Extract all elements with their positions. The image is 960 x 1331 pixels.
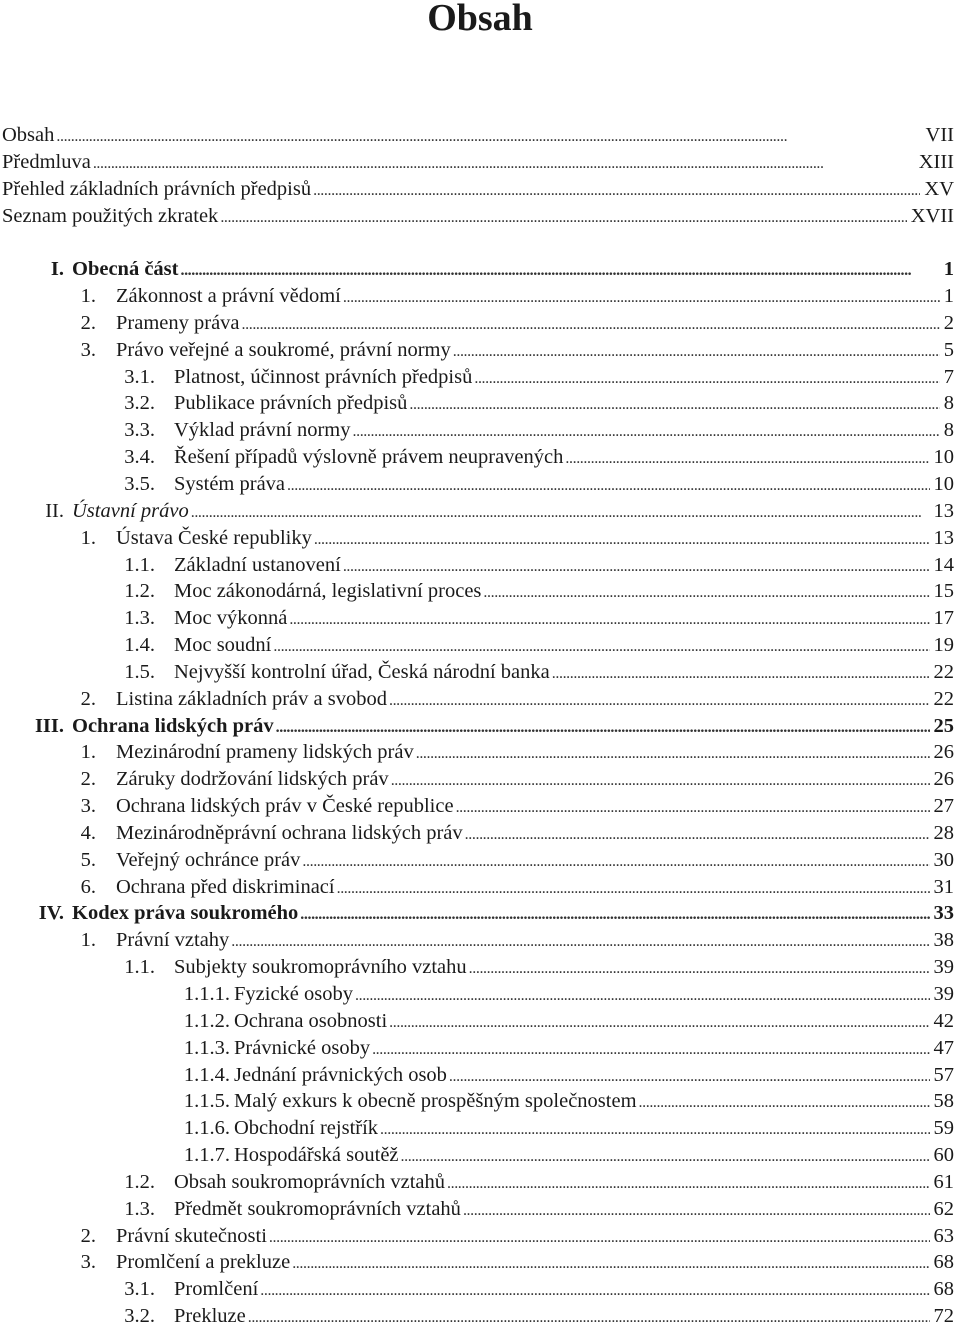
toc-entry-page: 7 bbox=[940, 364, 954, 391]
dot-leader bbox=[287, 473, 929, 499]
toc-entry[interactable] bbox=[0, 1249, 960, 1276]
toc-entry-page: 13 bbox=[930, 498, 955, 525]
toc-entry[interactable] bbox=[0, 1276, 960, 1303]
toc-entry[interactable] bbox=[0, 310, 960, 337]
toc-entry[interactable] bbox=[0, 471, 960, 498]
toc-entry-title: Zákonnost a právní vědomí bbox=[116, 283, 343, 310]
dot-leader bbox=[191, 500, 930, 526]
dot-leader bbox=[343, 554, 930, 580]
toc-entry-page: 38 bbox=[930, 927, 955, 954]
dot-leader bbox=[409, 392, 939, 418]
toc-entry-title: Listina základních práv a svobod bbox=[116, 686, 389, 713]
toc-entry[interactable] bbox=[0, 1088, 960, 1115]
toc-entry-page: 57 bbox=[930, 1062, 955, 1089]
toc-entry-title: Řešení případů výslovně právem neupravených bbox=[174, 444, 565, 471]
toc-entry-number: 4. bbox=[80, 821, 96, 844]
toc-entry-number: 1.3. bbox=[124, 607, 155, 630]
toc-entry-number: 1. bbox=[80, 285, 96, 308]
toc-entry-page: 1 bbox=[940, 256, 954, 283]
toc-entry-page: 68 bbox=[930, 1276, 955, 1303]
dot-leader bbox=[453, 339, 940, 365]
toc-entry-number: I. bbox=[50, 258, 64, 281]
dot-leader bbox=[447, 1171, 930, 1197]
toc-entry-title: Ochrana před diskriminací bbox=[116, 874, 337, 901]
toc-entry[interactable] bbox=[0, 605, 960, 632]
toc-entry-title: Seznam použitých zkratek bbox=[2, 203, 220, 230]
dot-leader bbox=[93, 151, 915, 177]
toc-entry-title: Moc výkonná bbox=[174, 605, 289, 632]
toc-entry-title: Hospodářská soutěž bbox=[234, 1142, 401, 1169]
toc-entry[interactable] bbox=[0, 498, 960, 525]
dot-leader bbox=[380, 1117, 929, 1143]
toc-entry[interactable] bbox=[0, 1303, 960, 1330]
toc-entry[interactable] bbox=[0, 766, 960, 793]
toc-entry-number: 3.1. bbox=[124, 1278, 155, 1301]
toc-entry-number: 1.1.5. bbox=[183, 1090, 230, 1113]
toc-entry-page: 61 bbox=[930, 1169, 955, 1196]
toc-entry-title: Obsah soukromoprávních vztahů bbox=[174, 1169, 447, 1196]
toc-entry-page: 28 bbox=[930, 820, 955, 847]
toc-entry-number: 1.1.2. bbox=[183, 1009, 230, 1032]
toc-entry[interactable] bbox=[0, 847, 960, 874]
toc-entry-title: Promlčení bbox=[174, 1276, 260, 1303]
toc-entry-title: Mezinárodněprávní ochrana lidských práv bbox=[116, 820, 465, 847]
dot-leader bbox=[389, 688, 930, 714]
dot-leader bbox=[302, 849, 929, 875]
toc-entry-title: Obchodní rejstřík bbox=[234, 1115, 380, 1142]
toc-entry[interactable] bbox=[0, 364, 960, 391]
toc-entry[interactable] bbox=[0, 900, 960, 927]
toc-entry[interactable] bbox=[0, 1196, 960, 1223]
toc-entry[interactable] bbox=[0, 793, 960, 820]
toc-entry-page: 42 bbox=[930, 1008, 955, 1035]
toc-entry-number: 3. bbox=[80, 795, 96, 818]
toc-entry-page: XVII bbox=[907, 203, 954, 230]
dot-leader bbox=[300, 902, 929, 928]
toc-entry-number: 1.1.4. bbox=[183, 1063, 230, 1086]
toc-entry-page: 14 bbox=[930, 552, 955, 579]
toc-entry-number: 1.1.7. bbox=[183, 1144, 230, 1167]
dot-leader bbox=[56, 124, 921, 150]
dot-leader bbox=[456, 795, 930, 821]
toc-entry-page: 13 bbox=[930, 525, 955, 552]
toc-entry-page: 58 bbox=[930, 1088, 955, 1115]
dot-leader bbox=[242, 312, 940, 338]
toc-entry-number: 3.3. bbox=[124, 419, 155, 442]
toc-entry-number: 1.1. bbox=[124, 553, 155, 576]
toc-entry-title: Moc zákonodárná, legislativní proces bbox=[174, 578, 483, 605]
toc-entry-title: Prekluze bbox=[174, 1303, 248, 1330]
toc-entry[interactable] bbox=[0, 525, 960, 552]
toc-entry-number: II. bbox=[45, 499, 64, 522]
toc-entry-page: 1 bbox=[940, 283, 954, 310]
toc-entry[interactable] bbox=[0, 659, 960, 686]
toc-entry-title: Moc soudní bbox=[174, 632, 273, 659]
toc-entry-title: Výklad právní normy bbox=[174, 417, 353, 444]
toc-entry-title: Přehled základních právních předpisů bbox=[2, 176, 313, 203]
toc-entry[interactable] bbox=[0, 713, 960, 740]
toc-entry[interactable] bbox=[0, 390, 960, 417]
dot-leader bbox=[401, 1144, 930, 1170]
toc-entry-number: 2. bbox=[80, 311, 96, 334]
dot-leader bbox=[180, 258, 939, 284]
section-gap bbox=[0, 229, 960, 256]
toc-entry-page: 68 bbox=[930, 1249, 955, 1276]
toc-entry-page: 47 bbox=[930, 1035, 955, 1062]
toc-entry-title: Publikace právních předpisů bbox=[174, 390, 409, 417]
toc-entry-title: Jednání právnických osob bbox=[234, 1062, 449, 1089]
toc-entry-page: 30 bbox=[930, 847, 955, 874]
toc-entry-number: 2. bbox=[80, 768, 96, 791]
dot-leader bbox=[313, 178, 920, 204]
toc-entry-title: Předmět soukromoprávních vztahů bbox=[174, 1196, 463, 1223]
dot-leader bbox=[292, 1251, 929, 1277]
toc-entry-title: Subjekty soukromoprávního vztahu bbox=[174, 954, 469, 981]
table-of-contents bbox=[0, 122, 960, 1330]
toc-entry-number: 1.1.1. bbox=[183, 983, 230, 1005]
toc-entry-page: XV bbox=[920, 176, 954, 203]
toc-entry-number: 3. bbox=[80, 1251, 96, 1274]
toc-entry-number: 1.1.3. bbox=[183, 1036, 230, 1059]
toc-entry-page: 72 bbox=[930, 1303, 955, 1330]
dot-leader bbox=[465, 822, 930, 848]
toc-entry[interactable] bbox=[0, 149, 960, 176]
dot-leader bbox=[276, 715, 930, 741]
toc-entry-page: 33 bbox=[930, 900, 955, 927]
toc-entry-title: Veřejný ochránce práv bbox=[116, 847, 302, 874]
dot-leader bbox=[639, 1090, 930, 1116]
toc-entry-number: 3.1. bbox=[124, 365, 155, 388]
toc-entry-title: Ochrana lidských práv v České republice bbox=[116, 793, 456, 820]
dot-leader bbox=[483, 580, 929, 606]
toc-entry-title: Ochrana osobnosti bbox=[234, 1008, 389, 1035]
toc-entry-title: Prameny práva bbox=[116, 310, 242, 337]
toc-entry[interactable] bbox=[0, 444, 960, 471]
dot-leader bbox=[343, 285, 940, 311]
toc-entry-page: 15 bbox=[930, 578, 955, 605]
toc-entry[interactable] bbox=[0, 283, 960, 310]
toc-entry-title: Záruky dodržování lidských práv bbox=[116, 766, 391, 793]
toc-entry-title: Kodex práva soukromého bbox=[72, 900, 300, 927]
dot-leader bbox=[337, 876, 930, 902]
dot-leader bbox=[463, 1198, 930, 1224]
toc-entry-title: Systém práva bbox=[174, 471, 287, 498]
toc-entry-page: 60 bbox=[930, 1142, 955, 1169]
toc-entry[interactable] bbox=[0, 981, 960, 1008]
toc-entry-page: 8 bbox=[940, 390, 954, 417]
toc-entry-page: 17 bbox=[930, 605, 955, 632]
toc-entry-title: Ústava České republiky bbox=[116, 525, 314, 552]
dot-leader bbox=[260, 1278, 929, 1304]
dot-leader bbox=[565, 446, 929, 472]
toc-entry-page: XIII bbox=[915, 149, 954, 176]
page-title: Obsah bbox=[427, 0, 533, 39]
toc-entry-number: 3. bbox=[80, 338, 96, 361]
toc-entry[interactable] bbox=[0, 176, 960, 203]
toc-entry-number: 5. bbox=[80, 848, 96, 871]
toc-entry[interactable] bbox=[0, 1169, 960, 1196]
toc-entry-page: 31 bbox=[930, 874, 955, 901]
dot-leader bbox=[231, 929, 929, 955]
toc-entry-title: Mezinárodní prameny lidských práv bbox=[116, 739, 416, 766]
toc-entry-title: Právo veřejné a soukromé, právní normy bbox=[116, 337, 453, 364]
dot-leader bbox=[372, 1037, 929, 1063]
toc-entry-number: 3.5. bbox=[124, 472, 155, 495]
toc-entry-title: Fyzické osoby bbox=[234, 981, 355, 1008]
toc-entry-number: 1. bbox=[80, 929, 96, 952]
toc-entry[interactable] bbox=[0, 1223, 960, 1250]
toc-entry[interactable] bbox=[0, 1115, 960, 1142]
toc-entry-number: 3.2. bbox=[124, 392, 155, 415]
toc-entry[interactable] bbox=[0, 203, 960, 230]
toc-entry-number: 6. bbox=[80, 875, 96, 898]
toc-entry[interactable] bbox=[0, 874, 960, 901]
dot-leader bbox=[355, 983, 930, 1009]
toc-entry-title: Ochrana lidských práv bbox=[72, 713, 276, 740]
toc-entry-number: 1.2. bbox=[124, 580, 155, 603]
toc-entry-page: 10 bbox=[930, 444, 955, 471]
toc-entry[interactable] bbox=[0, 632, 960, 659]
toc-entry-number: 1. bbox=[80, 741, 96, 764]
toc-entry-title: Právní vztahy bbox=[116, 927, 231, 954]
toc-entry[interactable] bbox=[0, 1062, 960, 1089]
dot-leader bbox=[314, 527, 930, 553]
dot-leader bbox=[269, 1225, 930, 1251]
toc-entry-page: VII bbox=[922, 122, 954, 149]
toc-entry[interactable] bbox=[0, 739, 960, 766]
toc-entry[interactable] bbox=[0, 1035, 960, 1062]
toc-entry-title: Promlčení a prekluze bbox=[116, 1249, 292, 1276]
toc-entry[interactable] bbox=[0, 417, 960, 444]
dot-leader bbox=[552, 661, 930, 687]
toc-entry-page: 19 bbox=[930, 632, 955, 659]
toc-entry-page: 2 bbox=[940, 310, 954, 337]
toc-entry-number: 1. bbox=[80, 526, 96, 549]
toc-entry[interactable] bbox=[0, 820, 960, 847]
toc-entry-page: 26 bbox=[930, 739, 955, 766]
toc-entry-title: Ústavní právo bbox=[72, 498, 191, 525]
dot-leader bbox=[289, 607, 929, 633]
toc-entry-number: IV. bbox=[38, 902, 64, 925]
toc-entry-title: Právní skutečnosti bbox=[116, 1223, 269, 1250]
toc-entry-page: 22 bbox=[930, 659, 955, 686]
toc-entry-number: 2. bbox=[80, 1224, 96, 1247]
toc-entry[interactable] bbox=[0, 1008, 960, 1035]
toc-entry-page: 39 bbox=[930, 981, 955, 1008]
toc-entry-page: 62 bbox=[930, 1196, 955, 1223]
toc-entry-number: 1.3. bbox=[124, 1197, 155, 1220]
toc-entry-page: 10 bbox=[930, 471, 955, 498]
toc-entry[interactable] bbox=[0, 954, 960, 981]
toc-entry-number: III. bbox=[34, 714, 64, 737]
toc-entry[interactable] bbox=[0, 1142, 960, 1169]
dot-leader bbox=[353, 419, 940, 445]
toc-entry-number: 1.1.6. bbox=[183, 1117, 230, 1140]
toc-entry[interactable] bbox=[0, 552, 960, 579]
dot-leader bbox=[389, 1010, 929, 1036]
dot-leader bbox=[273, 634, 929, 660]
toc-entry[interactable] bbox=[0, 122, 960, 149]
toc-entry[interactable] bbox=[0, 256, 960, 283]
toc-entry-title: Platnost, účinnost právních předpisů bbox=[174, 364, 474, 391]
toc-entry-number: 1.1. bbox=[124, 956, 155, 979]
toc-entry-page: 59 bbox=[930, 1115, 955, 1142]
dot-leader bbox=[220, 205, 906, 231]
toc-entry-number: 3.4. bbox=[124, 446, 155, 469]
toc-entry[interactable] bbox=[0, 686, 960, 713]
toc-entry[interactable] bbox=[0, 578, 960, 605]
toc-entry-number: 3.2. bbox=[124, 1305, 155, 1328]
toc-entry-page: 26 bbox=[930, 766, 955, 793]
toc-entry-page: 8 bbox=[940, 417, 954, 444]
dot-leader bbox=[391, 768, 930, 794]
toc-entry-title: Obecná část bbox=[72, 256, 180, 283]
toc-entry[interactable] bbox=[0, 337, 960, 364]
toc-entry-page: 39 bbox=[930, 954, 955, 981]
dot-leader bbox=[449, 1064, 930, 1090]
toc-entry-page: 63 bbox=[930, 1223, 955, 1250]
toc-entry-title: Malý exkurs k obecně prospěšným společnostem bbox=[234, 1088, 639, 1115]
toc-entry-page: 5 bbox=[940, 337, 954, 364]
toc-entry-number: 1.2. bbox=[124, 1170, 155, 1193]
toc-entry-title: Předmluva bbox=[2, 149, 93, 176]
toc-entry-page: 25 bbox=[930, 713, 955, 740]
dot-leader bbox=[469, 956, 930, 982]
toc-entry-number: 1.4. bbox=[124, 634, 155, 657]
dot-leader bbox=[474, 366, 939, 392]
toc-entry[interactable] bbox=[0, 927, 960, 954]
dot-leader bbox=[248, 1305, 930, 1331]
toc-entry-title: Obsah bbox=[2, 122, 56, 149]
toc-entry-title: Nejvyšší kontrolní úřad, Česká národní banka bbox=[174, 659, 552, 686]
toc-entry-number: 1.5. bbox=[124, 660, 155, 683]
toc-entry-title: Základní ustanovení bbox=[174, 552, 343, 579]
toc-entry-number: 2. bbox=[80, 687, 96, 710]
toc-entry-title: Právnické osoby bbox=[234, 1035, 372, 1062]
dot-leader bbox=[416, 741, 930, 767]
toc-entry-page: 27 bbox=[930, 793, 955, 820]
toc-entry-page: 22 bbox=[930, 686, 955, 713]
